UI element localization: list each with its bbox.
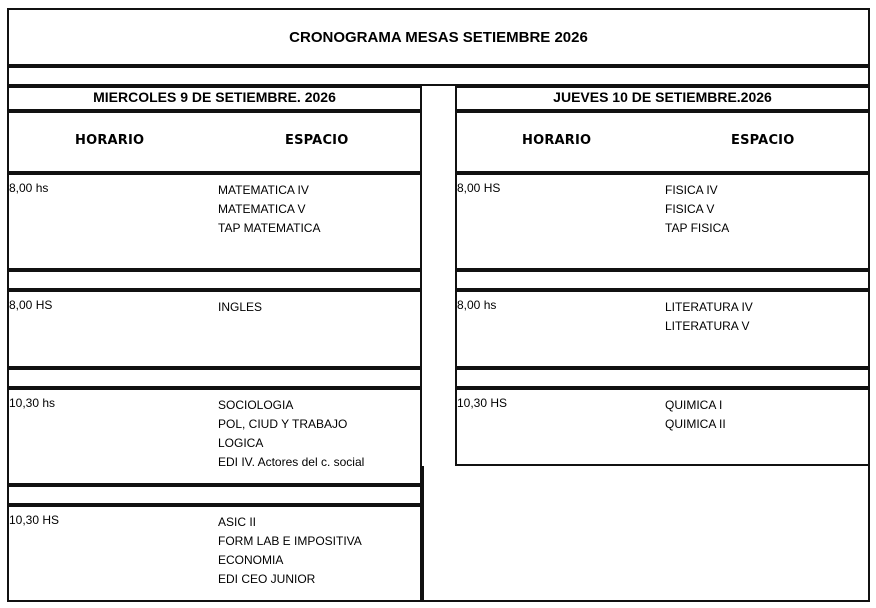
subject: INGLES (218, 300, 263, 314)
subject: FISICA IV (665, 183, 718, 197)
subject: MATEMATICA IV (218, 183, 309, 197)
slot-items (665, 298, 753, 336)
slot-left-4 (7, 505, 422, 602)
spacer-row (7, 66, 870, 86)
subject: LOGICA (218, 436, 264, 450)
subject: FISICA V (665, 202, 715, 216)
slot-items (665, 396, 726, 434)
subject: QUIMICA I (665, 398, 723, 412)
slot-items (218, 181, 320, 238)
slot-time: 8,00 hs (457, 298, 497, 312)
subject: QUIMICA II (665, 417, 726, 431)
subject: ASIC II (218, 515, 257, 529)
gap-row (455, 270, 870, 290)
slot-time: 8,00 hs (9, 181, 49, 195)
column-header-row-left (7, 111, 422, 173)
subject: FORM LAB E IMPOSITIVA (218, 534, 362, 548)
slot-time: 10,30 HS (9, 513, 60, 527)
page-title: CRONOGRAMA MESAS SETIEMBRE 2026 (7, 8, 870, 66)
subject: LITERATURA IV (665, 300, 753, 314)
subject: SOCIOLOGIA (218, 398, 294, 412)
slot-left-3 (7, 388, 422, 485)
slot-items (218, 513, 362, 589)
slot-right-1 (455, 173, 870, 270)
slot-items (665, 181, 729, 238)
right-empty-area (422, 466, 870, 602)
horario-header: HORARIO (75, 133, 145, 148)
slot-right-2 (455, 290, 870, 368)
slot-left-1 (7, 173, 422, 270)
gap-row (455, 368, 870, 388)
subject: EDI CEO JUNIOR (218, 572, 316, 586)
slot-right-3 (455, 388, 870, 466)
horario-header: HORARIO (522, 133, 592, 148)
gap-row (7, 485, 422, 505)
slot-items (218, 298, 262, 317)
slot-left-2 (7, 290, 422, 368)
slot-time: 10,30 hs (9, 396, 56, 410)
subject: TAP MATEMATICA (218, 221, 321, 235)
gap-row (7, 270, 422, 290)
slot-time: 8,00 HS (457, 181, 501, 195)
slot-time: 8,00 HS (9, 298, 53, 312)
slot-time: 10,30 HS (457, 396, 508, 410)
subject: TAP FISICA (665, 221, 730, 235)
subject: EDI IV. Actores del c. social (218, 455, 365, 469)
day-header-jueves: JUEVES 10 DE SETIEMBRE.2026 (455, 86, 870, 111)
subject: POL, CIUD Y TRABAJO (218, 417, 348, 431)
subject: MATEMATICA V (218, 202, 306, 216)
column-header-row-right (455, 111, 870, 173)
subject: ECONOMIA (218, 553, 284, 567)
espacio-header: ESPACIO (731, 133, 795, 148)
espacio-header: ESPACIO (285, 133, 349, 148)
gap-row (7, 368, 422, 388)
day-header-miercoles: MIERCOLES 9 DE SETIEMBRE. 2026 (7, 86, 422, 111)
subject: LITERATURA V (665, 319, 750, 333)
slot-items (218, 396, 364, 472)
